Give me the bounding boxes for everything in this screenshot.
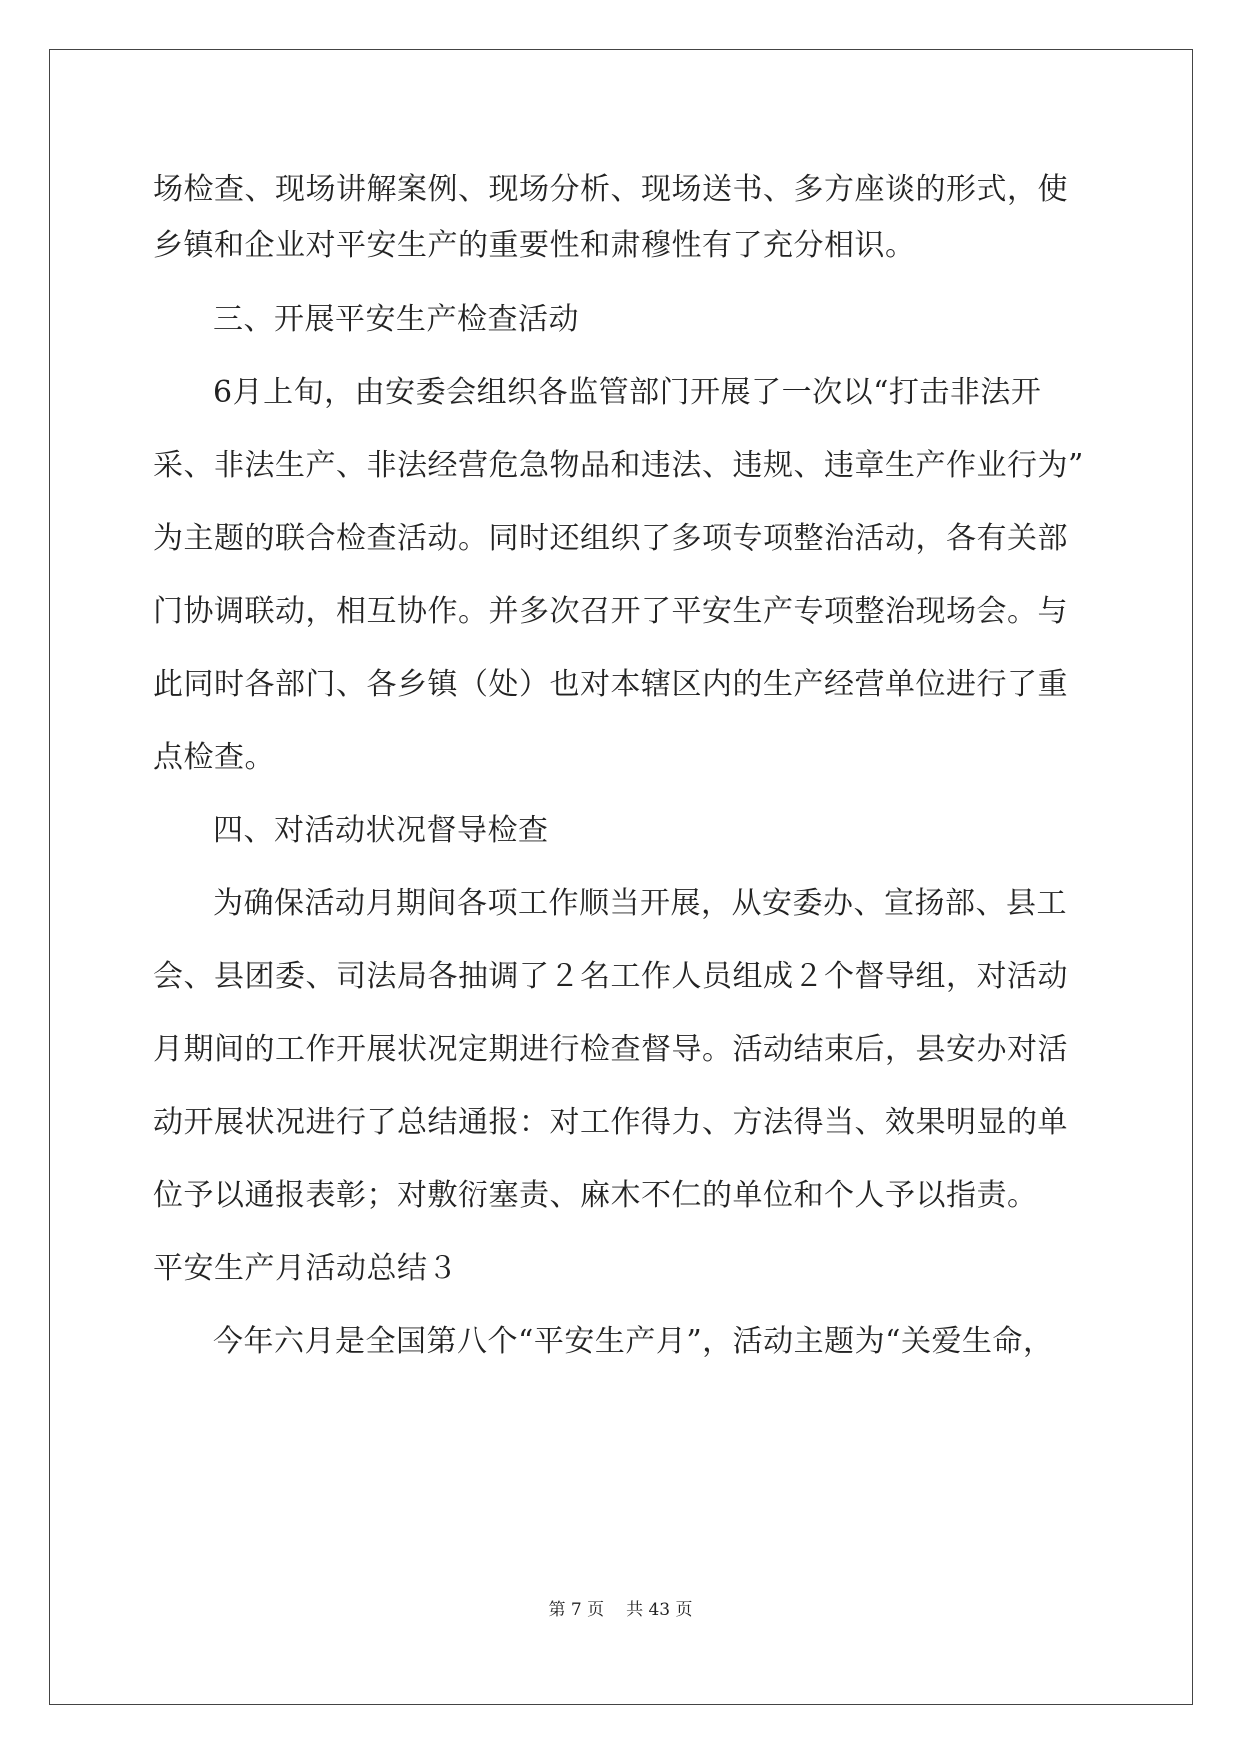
body-text-line: 位予以通报表彰；对敷衍塞责、麻木不仁的单位和个人予以指责。 [153, 1178, 1038, 1213]
body-text-line: 月期间的工作开展状况定期进行检查督导。活动结束后，县安办对活 [153, 1032, 1068, 1067]
body-text-line: 动开展状况进行了总结通报：对工作得力、方法得当、效果明显的单 [153, 1105, 1068, 1140]
body-text-line: 点检查。 [153, 740, 275, 775]
paragraph-first-line: 今年六月是全国第八个“平安生产月”，活动主题为“关爱生命， [213, 1324, 1054, 1359]
page-total: 共 43 页 [626, 1600, 693, 1620]
paragraph-first-line: 6月上旬，由安委会组织各监管部门开展了一次以“打击非法开 [213, 375, 1042, 410]
page-number: 第 7 页 [548, 1600, 605, 1620]
body-text-line: 为主题的联合检查活动。同时还组织了多项专项整治活动，各有关部 [153, 521, 1068, 556]
body-text-line: 采、非法生产、非法经营危急物品和违法、违规、违章生产作业行为” [153, 448, 1084, 483]
body-text-line: 此同时各部门、各乡镇（处）也对本辖区内的生产经营单位进行了重 [153, 667, 1068, 702]
section-heading: 四、对活动状况督导检查 [213, 813, 549, 848]
page-footer [0, 1598, 1241, 1622]
body-text-line: 场检查、现场讲解案例、现场分析、现场送书、多方座谈的形式，使 [153, 172, 1068, 207]
section-heading: 三、开展平安生产检查活动 [213, 302, 579, 337]
body-text-line: 会、县团委、司法局各抽调了２名工作人员组成２个督导组，对活动 [153, 959, 1068, 994]
paragraph-first-line: 为确保活动月期间各项工作顺当开展，从安委办、宣扬部、县工 [213, 886, 1067, 921]
body-text-line: 乡镇和企业对平安生产的重要性和肃穆性有了充分相识。 [153, 228, 916, 263]
body-text-line: 门协调联动，相互协作。并多次召开了平安生产专项整治现场会。与 [153, 594, 1068, 629]
document-subtitle: 平安生产月活动总结３ [153, 1251, 458, 1286]
page-border [49, 49, 1193, 1705]
